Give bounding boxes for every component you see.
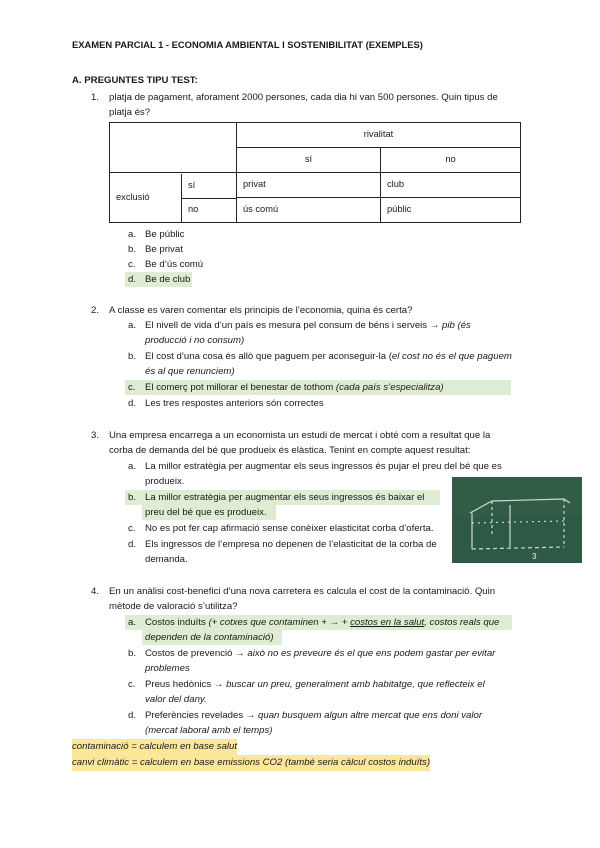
option-text-plain: Costos de prevenció → bbox=[145, 648, 248, 659]
question-number: 3. bbox=[91, 430, 100, 441]
question-text: A classe es varen comentar els principis de l’economia, quina és certa? bbox=[109, 305, 413, 316]
option-text bbox=[145, 318, 471, 334]
table-cell-private: privat bbox=[237, 173, 381, 198]
highlighted-note: contaminació = calculem en base salut bbox=[72, 739, 237, 755]
option-letter: b. bbox=[128, 351, 137, 362]
table-cell-club: club bbox=[381, 173, 521, 198]
chalk-drawing bbox=[452, 477, 582, 563]
option-text bbox=[145, 708, 482, 724]
table-header-exclusion-no: no bbox=[188, 204, 199, 215]
option-comment: és al que renunciem) bbox=[145, 366, 235, 377]
question-text: platja és? bbox=[109, 107, 151, 118]
option-comment: quan busquem algun altre mercat que ens doni valor bbox=[258, 710, 483, 721]
option-text: La millor estratègia per augmentar els seus ingressos és baixar el bbox=[145, 492, 425, 503]
option-comment: problemes bbox=[145, 663, 190, 674]
option-letter: a. bbox=[128, 617, 137, 628]
option-text: Be privat bbox=[145, 244, 183, 255]
option-letter: a. bbox=[128, 461, 137, 472]
option-comment: , costos reals que bbox=[424, 617, 500, 628]
option-text: No es pot fer cap afirmació sense conèixer elasticitat corba d’oferta. bbox=[145, 523, 434, 534]
option-text bbox=[145, 646, 495, 662]
table-header-exclusion: exclusió bbox=[110, 174, 182, 222]
option-text bbox=[145, 677, 485, 693]
option-letter: a. bbox=[128, 229, 137, 240]
option-comment: (cada país s’especialitza) bbox=[335, 382, 444, 393]
option-comment: això no es preveure és el que ens podem gastar per evitar bbox=[247, 648, 496, 659]
question-text: corba de demanda del bé que produeix és elàstica. Tenint en compte aquest resultat: bbox=[109, 445, 471, 456]
option-text-plain: Preferències revelades → bbox=[145, 710, 259, 721]
goods-classification-table bbox=[109, 122, 521, 223]
option-comment: el cost no és el que paguem bbox=[391, 351, 512, 362]
option-comment: valor del dany. bbox=[145, 694, 207, 705]
option-comment: (mercat laboral amb el temps) bbox=[145, 725, 273, 736]
option-text: La millor estratègia per augmentar els seus ingressos és pujar el preu del bé que es bbox=[145, 461, 502, 472]
option-comment: buscar un preu, generalment amb habitatge, que reflecteix el bbox=[226, 679, 485, 690]
section-heading: A. PREGUNTES TIPU TEST: bbox=[72, 75, 198, 86]
option-text: preu del bé que es produeix. bbox=[145, 507, 267, 518]
option-text: demanda. bbox=[145, 554, 188, 565]
option-comment: dependen de la contaminació) bbox=[145, 632, 274, 643]
option-letter: d. bbox=[128, 539, 137, 550]
option-text-plain: Costos induïts bbox=[145, 617, 209, 628]
question-text: Una empresa encarrega a un economista un estudi de mercat i obté com a resultat que la bbox=[109, 430, 491, 441]
option-text-plain: El nivell de vida d’un país es mesura pel consum de béns i serveis → bbox=[145, 320, 443, 331]
option-letter: b. bbox=[128, 244, 137, 255]
option-comment-underlined: costos en la salut bbox=[350, 617, 425, 628]
question-number: 4. bbox=[91, 586, 100, 597]
option-text: Be de club bbox=[145, 274, 191, 285]
option-text-plain: El comerç pot millorar el benestar de tothom bbox=[145, 382, 336, 393]
option-text: produeix. bbox=[145, 476, 185, 487]
option-text: Be públic bbox=[145, 229, 185, 240]
table-header-exclusion-yes: sí bbox=[182, 174, 236, 199]
document-title: EXAMEN PARCIAL 1 - ECONOMIA AMBIENTAL I SOSTENIBILITAT (EXEMPLES) bbox=[72, 39, 423, 50]
question-text: En un anàlisi cost-benefici d’una nova carretera es calcula el cost de la contaminació. Quin bbox=[109, 586, 496, 597]
option-comment: pib (és bbox=[442, 320, 471, 331]
option-letter: d. bbox=[128, 398, 137, 409]
highlighted-note: canvi climàtic = calculem en base emissions CO2 (també seria càlcul costos induïts) bbox=[72, 755, 430, 771]
option-letter: d. bbox=[128, 274, 137, 285]
option-letter: c. bbox=[128, 259, 136, 270]
table-header-rivalry-yes: sí bbox=[237, 148, 381, 173]
option-text: Els ingressos de l’empresa no depenen de l’elasticitat de la corba de bbox=[145, 539, 437, 550]
table-cell-public: públic bbox=[381, 198, 521, 223]
option-text bbox=[145, 615, 499, 631]
option-comment: (+ cotxes que contaminen + → + bbox=[208, 617, 351, 628]
option-text: Les tres respostes anteriors són correctes bbox=[145, 398, 324, 409]
question-number: 1. bbox=[91, 92, 100, 103]
option-letter: b. bbox=[128, 492, 137, 503]
option-text: Be d’ús comú bbox=[145, 259, 204, 270]
option-text-plain: Preus hedònics → bbox=[145, 679, 227, 690]
option-text bbox=[145, 380, 444, 396]
blackboard-photo bbox=[452, 477, 582, 563]
option-letter: d. bbox=[128, 710, 137, 721]
chalk-mark: 3 bbox=[532, 552, 537, 561]
table-header-rivalry-no: no bbox=[381, 148, 521, 173]
option-text bbox=[145, 349, 512, 365]
table-cell-common: ús comú bbox=[237, 198, 381, 223]
option-letter: b. bbox=[128, 648, 137, 659]
option-text-plain: El cost d’una cosa és allò que paguem per aconseguir-la ( bbox=[145, 351, 392, 362]
option-letter: c. bbox=[128, 679, 136, 690]
table-header-rivalry: rivalitat bbox=[237, 123, 521, 148]
question-text: platja de pagament, aforament 2000 persones, cada dia hi van 500 persones. Quin tipus de bbox=[109, 92, 498, 103]
question-number: 2. bbox=[91, 305, 100, 316]
question-text: mètode de valoració s’utilitza? bbox=[109, 601, 238, 612]
option-letter: c. bbox=[128, 382, 136, 393]
option-letter: a. bbox=[128, 320, 137, 331]
option-letter: c. bbox=[128, 523, 136, 534]
table-corner-cell bbox=[110, 123, 237, 173]
option-comment: producció i no consum) bbox=[145, 335, 245, 346]
table-row-header-exclusion bbox=[110, 173, 237, 223]
